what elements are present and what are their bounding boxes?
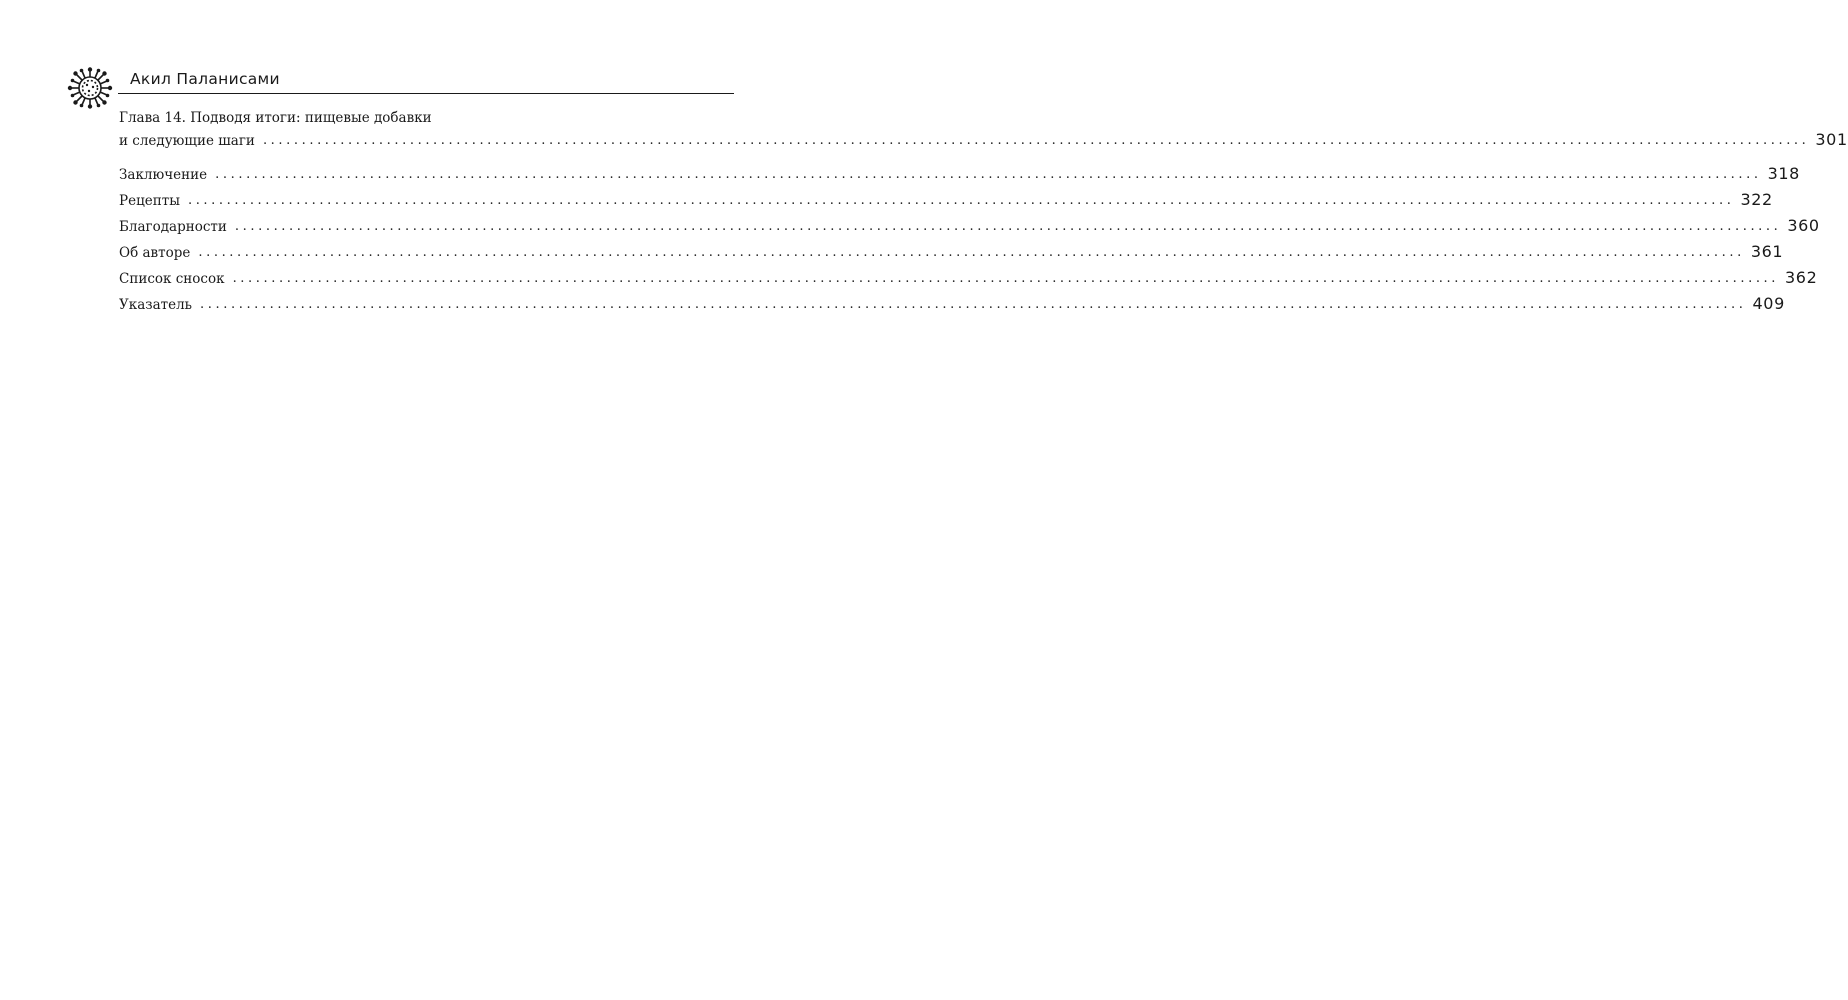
toc-chapter-14-title-line2: и следующие шаги (119, 133, 255, 149)
dot-leader: ........................................................................................................................................................................................................ (200, 297, 1747, 312)
dot-leader: ........................................................................................................................................................................................................ (232, 271, 1780, 286)
toc-page-number: 409 (1752, 294, 1785, 313)
toc-page-number: 301 (1815, 130, 1848, 149)
toc-chapter-14-title-line1: Глава 14. Подводя итоги: пищевые добавки (119, 110, 432, 126)
toc-entry (119, 189, 1773, 211)
toc-entry-chapter-14 (119, 129, 1848, 151)
table-of-contents (119, 107, 1848, 315)
toc-entry-label: Благодарности (119, 219, 227, 235)
page-header (64, 64, 734, 112)
toc-page-number: 322 (1740, 190, 1773, 209)
toc-entry-label: Рецепты (119, 193, 180, 209)
toc-page-number: 362 (1785, 268, 1818, 287)
header-rule (118, 93, 734, 94)
toc-page-number: 361 (1750, 242, 1784, 261)
dot-leader: ........................................................................................................................................................................................................ (187, 193, 1735, 208)
toc-entry (119, 241, 1784, 263)
toc-entry (119, 293, 1785, 315)
toc-entry-label: Заключение (119, 167, 208, 183)
toc-entry (119, 267, 1818, 289)
toc-entry (119, 163, 1800, 185)
dot-leader: ........................................................................................................................................................................................................ (234, 219, 1782, 234)
author-name: Акил Паланисами (130, 70, 280, 88)
toc-entry-label: Указатель (119, 297, 193, 313)
virus-icon (64, 66, 116, 110)
dot-leader: ........................................................................................................................................................................................................ (262, 133, 1810, 148)
dot-leader: ........................................................................................................................................................................................................ (215, 167, 1762, 182)
toc-entry-label: Список сносок (119, 271, 225, 287)
dot-leader: ........................................................................................................................................................................................................ (198, 245, 1745, 260)
toc-entry-label: Об авторе (119, 245, 191, 261)
toc-page-number: 360 (1787, 216, 1820, 235)
toc-entry (119, 215, 1820, 237)
toc-page-number: 318 (1767, 164, 1800, 183)
